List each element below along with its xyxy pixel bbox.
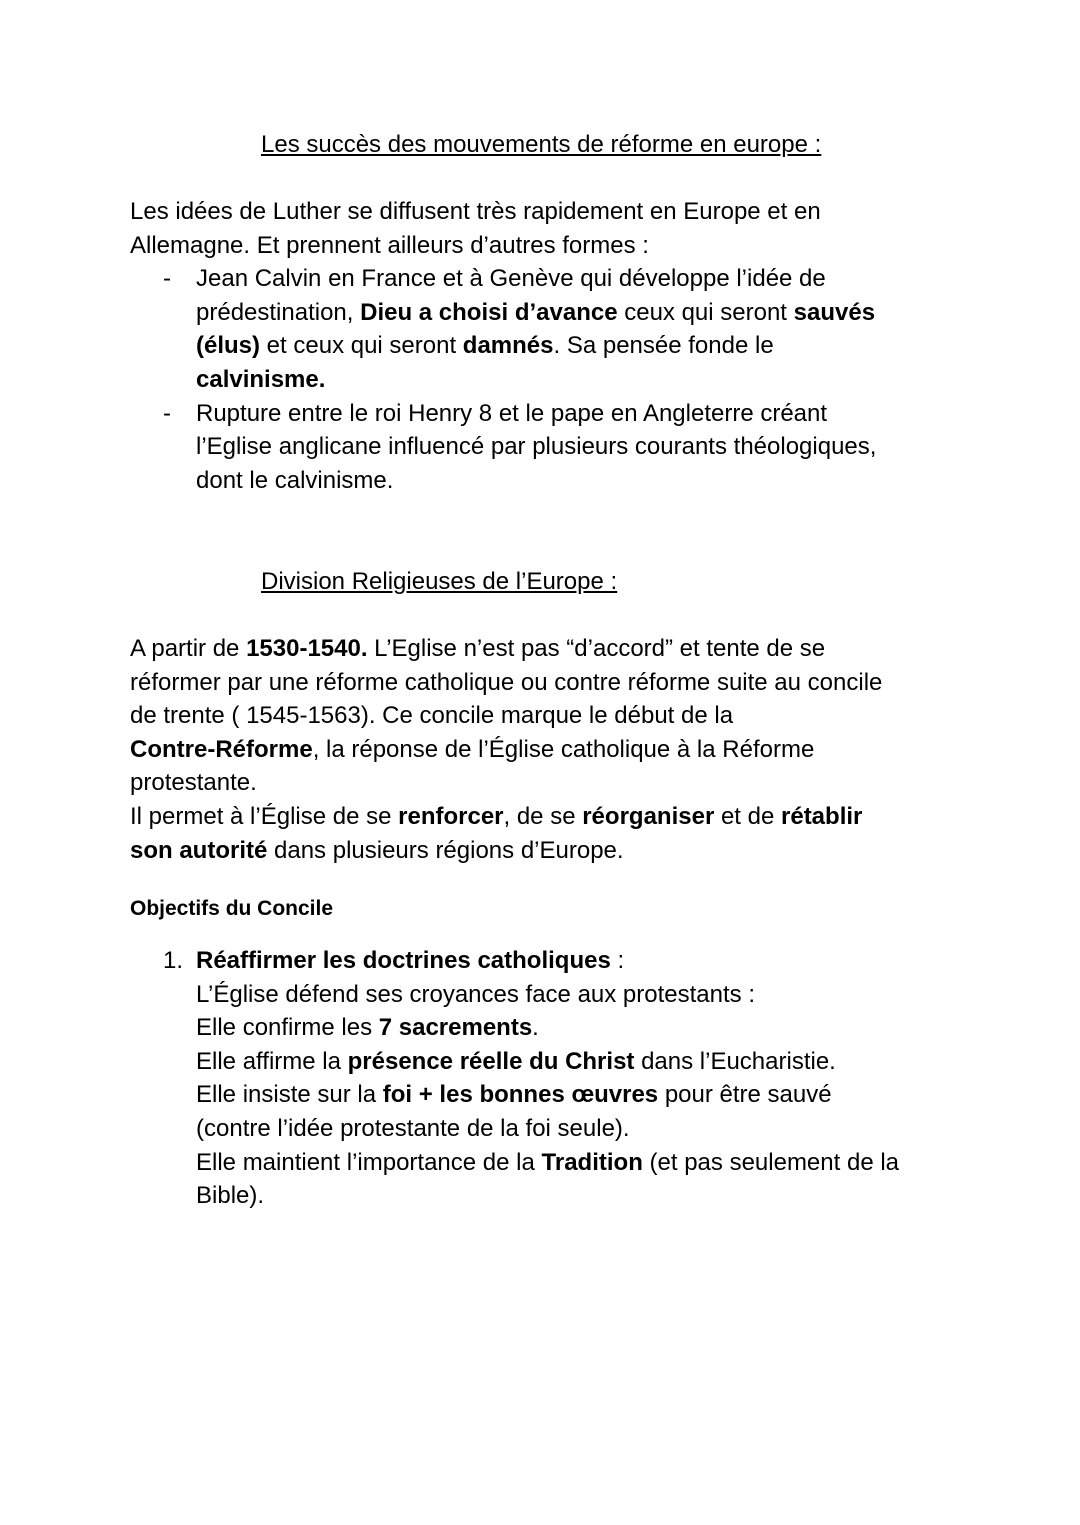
text-line xyxy=(130,1112,899,1146)
text: réformer par une réforme catholique ou contre réforme suite au concile xyxy=(130,668,883,696)
bold-text: Tradition xyxy=(541,1148,643,1176)
text-line xyxy=(130,1045,899,1079)
list-marker: 1. xyxy=(163,947,184,974)
text-line xyxy=(130,363,876,397)
text: pour être sauvé xyxy=(658,1081,832,1109)
text-line xyxy=(130,1146,899,1180)
text: prédestination, xyxy=(196,298,361,326)
text-line xyxy=(130,195,876,229)
text-line xyxy=(130,666,882,700)
text-line xyxy=(130,464,876,498)
text-line xyxy=(130,1179,899,1213)
bold-text: rétablir xyxy=(781,802,863,830)
text-line xyxy=(130,632,882,666)
text-line xyxy=(130,1078,899,1112)
bold-text: renforcer xyxy=(398,802,504,830)
bullet-item xyxy=(130,262,876,296)
text: Elle confirme les xyxy=(196,1014,379,1042)
text: : xyxy=(610,947,625,974)
subheading-council-objectives: Objectifs du Concile xyxy=(130,897,334,920)
text: Rupture entre le roi Henry 8 et le pape en Angleterre créant xyxy=(196,399,828,427)
text: Elle insiste sur la xyxy=(196,1081,383,1109)
bold-text: réorganiser xyxy=(582,802,715,830)
text: de trente ( 1545-1563). Ce concile marque le début de la xyxy=(130,702,734,730)
bold-text: foi + les bonnes œuvres xyxy=(382,1081,659,1109)
list-marker: - xyxy=(163,265,171,293)
text-line xyxy=(130,733,882,767)
text-line xyxy=(130,229,876,263)
text: et ceux qui seront xyxy=(260,332,463,360)
list-item xyxy=(130,944,899,978)
text: dans plusieurs régions d’Europe. xyxy=(267,836,624,864)
text-line xyxy=(130,766,882,800)
text-line xyxy=(130,296,876,330)
text: dont le calvinisme. xyxy=(196,466,394,494)
text: L’Église défend ses croyances face aux protestants : xyxy=(196,980,755,1008)
text: l’Eglise anglicane influencé par plusieurs courants théologiques, xyxy=(196,433,877,461)
bold-text: calvinisme. xyxy=(196,365,326,393)
text-line xyxy=(130,699,882,733)
bold-text: damnés xyxy=(462,332,554,360)
text: protestante. xyxy=(130,769,257,797)
bullet-item xyxy=(130,397,876,431)
text: , la réponse de l’Église catholique à la Réforme xyxy=(312,735,815,763)
text: ceux qui seront xyxy=(617,298,794,326)
text: Il permet à l’Église de se xyxy=(130,802,399,830)
text: Elle affirme la xyxy=(196,1047,348,1075)
text: (contre l’idée protestante de la foi seule). xyxy=(196,1114,630,1142)
text: L’Eglise n’est pas “d’accord” et tente de se xyxy=(367,635,826,662)
text: (et pas seulement de la xyxy=(642,1148,900,1176)
text-line xyxy=(130,430,876,464)
bold-text: (élus) xyxy=(196,332,261,360)
text: . xyxy=(532,1014,539,1042)
bold-text: Réaffirmer les doctrines catholiques xyxy=(196,947,611,974)
text: Allemagne. Et prennent ailleurs d’autres formes : xyxy=(130,231,649,259)
text: A partir de xyxy=(130,635,247,662)
text-line xyxy=(130,800,882,834)
text-line xyxy=(130,978,899,1012)
bold-text: sauvés xyxy=(793,298,876,326)
bold-text: présence réelle du Christ xyxy=(347,1047,635,1075)
text: Elle maintient l’importance de la xyxy=(196,1148,542,1176)
bold-text: son autorité xyxy=(130,836,268,864)
text: Jean Calvin en France et à Genève qui développe l’idée de xyxy=(196,265,826,293)
bold-text: Dieu a choisi d’avance xyxy=(360,298,618,326)
text-line xyxy=(130,329,876,363)
bold-text: Contre-Réforme xyxy=(130,735,313,763)
text: et de xyxy=(714,802,781,830)
heading-religious-division: Division Religieuses de l’Europe : xyxy=(261,568,618,595)
text-line xyxy=(130,1011,899,1045)
text-line xyxy=(130,834,882,868)
bold-text: 1530-1540. xyxy=(246,635,368,662)
numbered-list-objectives xyxy=(130,944,899,1213)
text: . Sa pensée fonde le xyxy=(553,332,774,360)
text: Bible). xyxy=(196,1182,265,1210)
text: dans l’Eucharistie. xyxy=(634,1047,836,1075)
bold-text: 7 sacrements xyxy=(378,1014,533,1042)
text: Les idées de Luther se diffusent très rapidement en Europe et en xyxy=(130,198,821,225)
heading-reform-success: Les succès des mouvements de réforme en europe : xyxy=(261,131,822,158)
list-marker: - xyxy=(163,399,171,427)
paragraph-counter-reform xyxy=(130,632,882,867)
text: , de se xyxy=(503,802,583,830)
paragraph-luther-ideas xyxy=(130,195,876,497)
